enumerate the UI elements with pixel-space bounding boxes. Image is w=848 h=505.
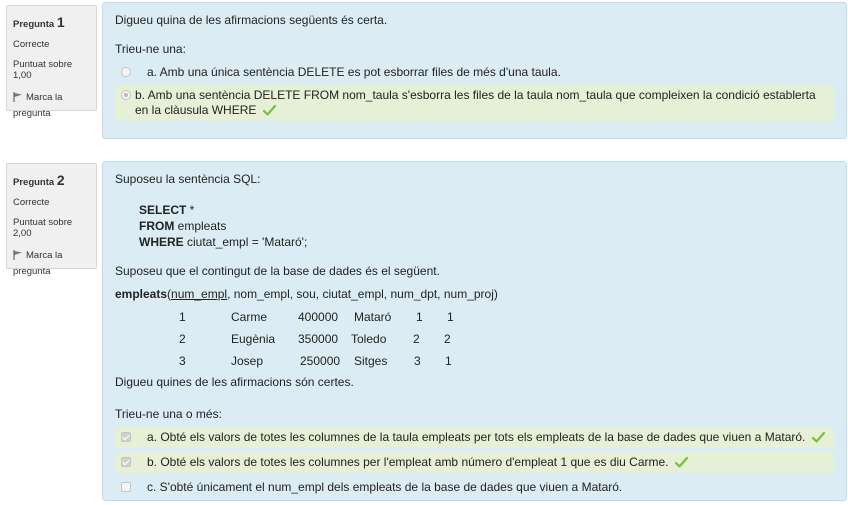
table-schema: empleats(num_empl, nom_empl, sou, ciutat_empl, num_dpt, num_proj) — [115, 287, 498, 301]
flag-icon — [13, 92, 23, 102]
flag-icon — [13, 250, 23, 260]
table-row — [173, 350, 834, 372]
answer-label: c. S'obté únicament el num_empl dels empleats de la base de dades que viuen a Mataró. — [147, 480, 623, 494]
cell: 2 — [179, 332, 186, 346]
cell: Sitges — [354, 354, 388, 368]
answer-label: a. Obté els valors de totes les columnes de la taula empleats per tots els empleats de la base de dades que viuen a Mataró. — [147, 430, 806, 444]
answer-option-b[interactable] — [115, 452, 834, 473]
question-number: Pregunta 2 — [13, 172, 65, 188]
question-number: Pregunta 1 — [13, 14, 65, 30]
cell: 3 — [179, 354, 186, 368]
table-row — [173, 306, 834, 328]
cell: Josep — [231, 354, 264, 368]
answer-label: b. Amb una sentència DELETE FROM nom_taula s'esborra les files de la taula nom_taula que compleixen la condició establerta en la clàusula WHERE — [135, 88, 816, 117]
answer-option-a[interactable] — [115, 62, 834, 83]
flag-label: Marca la pregunta — [13, 250, 63, 277]
radio-button-selected[interactable] — [121, 90, 131, 100]
cell: 1 — [416, 310, 423, 324]
question-text: Digueu quines de les afirmacions són certes. — [115, 375, 354, 389]
cell: 2 — [444, 332, 451, 346]
cell: Mataró — [354, 310, 392, 324]
answer-option-a[interactable] — [115, 427, 834, 448]
data-table — [173, 306, 834, 372]
cell: 250000 — [300, 354, 341, 368]
question-2-info — [6, 163, 97, 277]
question-text: Digueu quina de les afirmacions següents és certa. — [115, 13, 388, 27]
flag-question-link[interactable] — [13, 90, 90, 122]
content-description: Suposeu que el contingut de la base de dades és el següent. — [115, 264, 440, 278]
table-row — [173, 328, 834, 350]
cell: 3 — [414, 354, 421, 368]
answer-prompt: Trieu-ne una: — [115, 42, 186, 56]
question-state: Correcte — [13, 197, 50, 208]
cell: 1 — [445, 354, 452, 368]
question-2-content — [102, 161, 847, 501]
question-grade: Puntuat sobre 1,00 — [13, 59, 73, 81]
question-1-info — [6, 5, 97, 119]
cell: Eugènia — [231, 332, 276, 346]
correct-check-icon — [812, 432, 825, 443]
checkbox-selected[interactable] — [121, 457, 131, 467]
correct-check-icon — [675, 457, 688, 468]
sql-statement: SELECT * FROM empleats WHERE ciutat_empl = 'Mataró'; — [139, 203, 308, 249]
cell: 1 — [179, 310, 186, 324]
question-state: Correcte — [13, 39, 50, 50]
answer-label: a. Amb una única sentència DELETE es pot esborrar files de més d'una taula. — [147, 65, 561, 79]
answer-prompt: Trieu-ne una o més: — [115, 407, 222, 421]
flag-question-link[interactable] — [13, 248, 90, 280]
question-1-content — [102, 2, 847, 139]
checkbox-selected[interactable] — [121, 432, 131, 442]
radio-button[interactable] — [121, 67, 131, 77]
cell: 350000 — [298, 332, 339, 346]
question-grade: Puntuat sobre 2,00 — [13, 217, 73, 239]
cell: Carme — [231, 310, 268, 324]
question-intro: Suposeu la sentència SQL: — [115, 172, 261, 186]
correct-check-icon — [263, 105, 276, 116]
checkbox[interactable] — [121, 482, 131, 492]
answer-option-b[interactable] — [115, 85, 834, 121]
cell: Toledo — [351, 332, 387, 346]
answer-label: b. Obté els valors de totes les columnes per l'empleat amb número d'empleat 1 que es diu Carme. — [147, 455, 669, 469]
flag-label: Marca la pregunta — [13, 92, 63, 119]
cell: 2 — [413, 332, 420, 346]
cell: 1 — [447, 310, 454, 324]
answer-option-c[interactable] — [115, 477, 834, 498]
cell: 400000 — [298, 310, 339, 324]
